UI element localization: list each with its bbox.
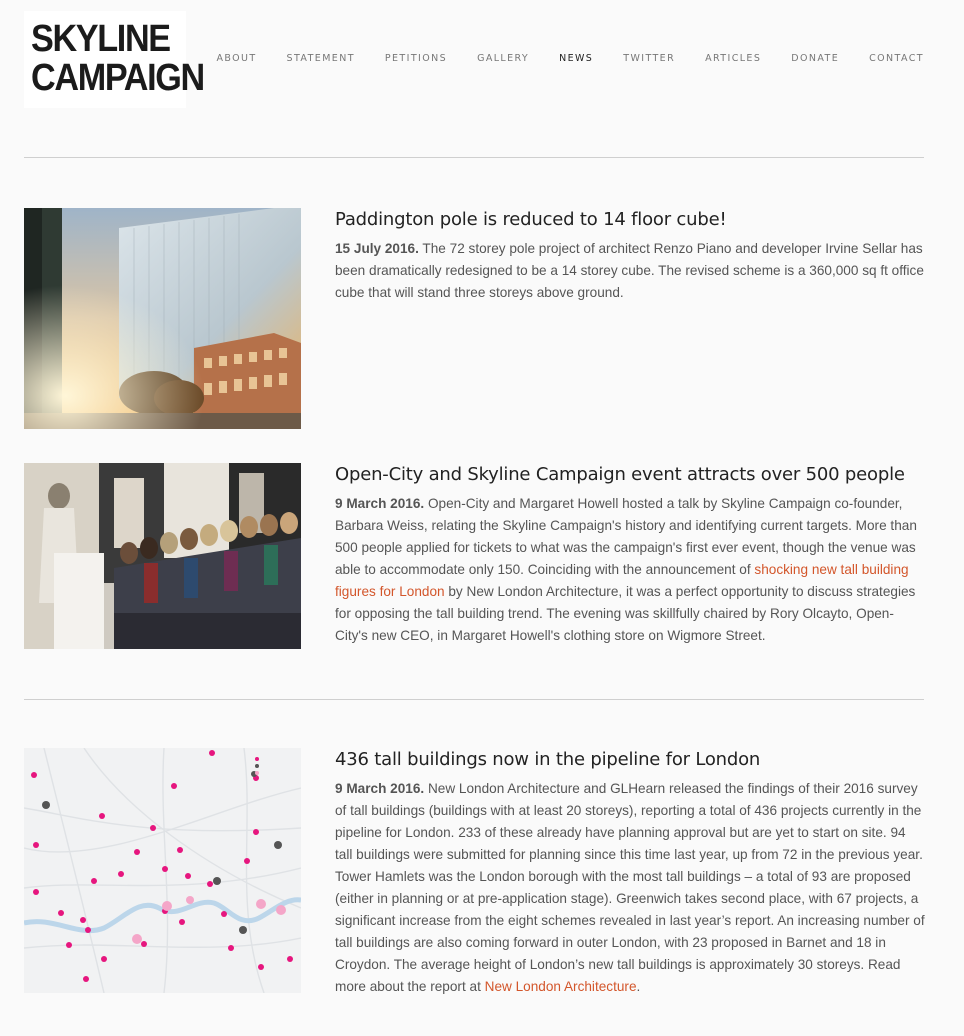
nav-petitions[interactable]: PETITIONS	[384, 53, 448, 64]
post-title[interactable]: Open-City and Skyline Campaign event attracts over 500 people	[335, 464, 905, 485]
main-nav	[186, 53, 924, 65]
post-date: 15 July 2016.	[335, 241, 419, 256]
logo-line-1: SKYLINE	[31, 18, 170, 60]
nav-news[interactable]: NEWS	[559, 53, 594, 64]
post-image-event[interactable]	[24, 463, 301, 649]
news-post	[24, 208, 924, 430]
logo-text	[31, 20, 204, 98]
post-paragraph: Open-City and Margaret Howell hosted a talk by Skyline Campaign co-founder, Barbara Weiss, relating the Skyline Campaign's history and identifying current targets. More than 500 people applied for tickets to what was the campaign's first ever event, though the venue was able to accommodate only 150. Coinciding with the announcement of	[335, 496, 917, 577]
post-link[interactable]: shocking new tall building figures for London	[335, 562, 909, 599]
post-link[interactable]: New London Architecture	[484, 979, 637, 994]
logo-line-2: CAMPAIGN	[31, 57, 204, 99]
post-text	[335, 238, 925, 304]
nav-twitter[interactable]: TWITTER	[623, 53, 676, 64]
nav-statement[interactable]: STATEMENT	[286, 53, 355, 64]
post-image-paddington[interactable]	[24, 208, 301, 429]
post-paragraph: The 72 storey pole project of architect Renzo Piano and developer Irvine Sellar has been dramatically redesigned to be a 14 storey cube. The revised scheme is a 360,000 sq ft office cube that will stand three storeys above ground.	[335, 241, 924, 300]
nav-contact[interactable]: CONTACT	[869, 53, 924, 64]
post-body	[335, 208, 925, 304]
nav-gallery[interactable]: GALLERY	[477, 53, 530, 64]
post-date: 9 March 2016.	[335, 496, 425, 511]
nav-donate[interactable]: DONATE	[791, 53, 840, 64]
post-paragraph: by New London Architecture, it was a perfect opportunity to discuss strategies for opposing the tall building trend. The evening was skillfully chaired by Rory Olcayto, Open-City's new CEO, in Margaret Howell's clothing store on Wigmore Street.	[335, 584, 916, 643]
post-title[interactable]: 436 tall buildings now in the pipeline for London	[335, 749, 761, 770]
post-divider	[24, 699, 924, 700]
post-date: 9 March 2016.	[335, 781, 425, 796]
post-text	[335, 493, 925, 647]
post-paragraph: New London Architecture and GLHearn released the findings of their 2016 survey of tall buildings (buildings with at least 20 storeys), reporting a total of 436 projects currently in the pipeline for London. 233 of these already have planning approval but are yet to start on site. 94 tall buildings were submitted for planning since this time last year, up from 72 in the previous year. Tower Hamlets was the London borough with the most tall buildings – a total of 93 are proposed (either in planning or at pre-application stage). Greenwich takes second place, with 67 projects, a significant increase from the eight schemes revealed in last year’s report. An increasing number of tall buildings are also coming forward in outer London, with 23 proposed in Barnet and 18 in Croydon. The average height of London’s new tall buildings is approximately 30 storeys. Read more about the report at	[335, 781, 925, 994]
news-post	[24, 463, 924, 649]
site-logo[interactable]	[24, 11, 204, 108]
post-paragraph: .	[636, 979, 641, 994]
header-divider	[24, 157, 924, 158]
post-title[interactable]: Paddington pole is reduced to 14 floor cube!	[335, 209, 727, 230]
nav-about[interactable]: ABOUT	[216, 53, 257, 64]
post-body	[335, 748, 925, 998]
nav-articles[interactable]: ARTICLES	[705, 53, 762, 64]
post-image-map[interactable]	[24, 748, 301, 993]
post-text	[335, 778, 925, 998]
post-body	[335, 463, 925, 647]
news-post	[24, 748, 924, 994]
